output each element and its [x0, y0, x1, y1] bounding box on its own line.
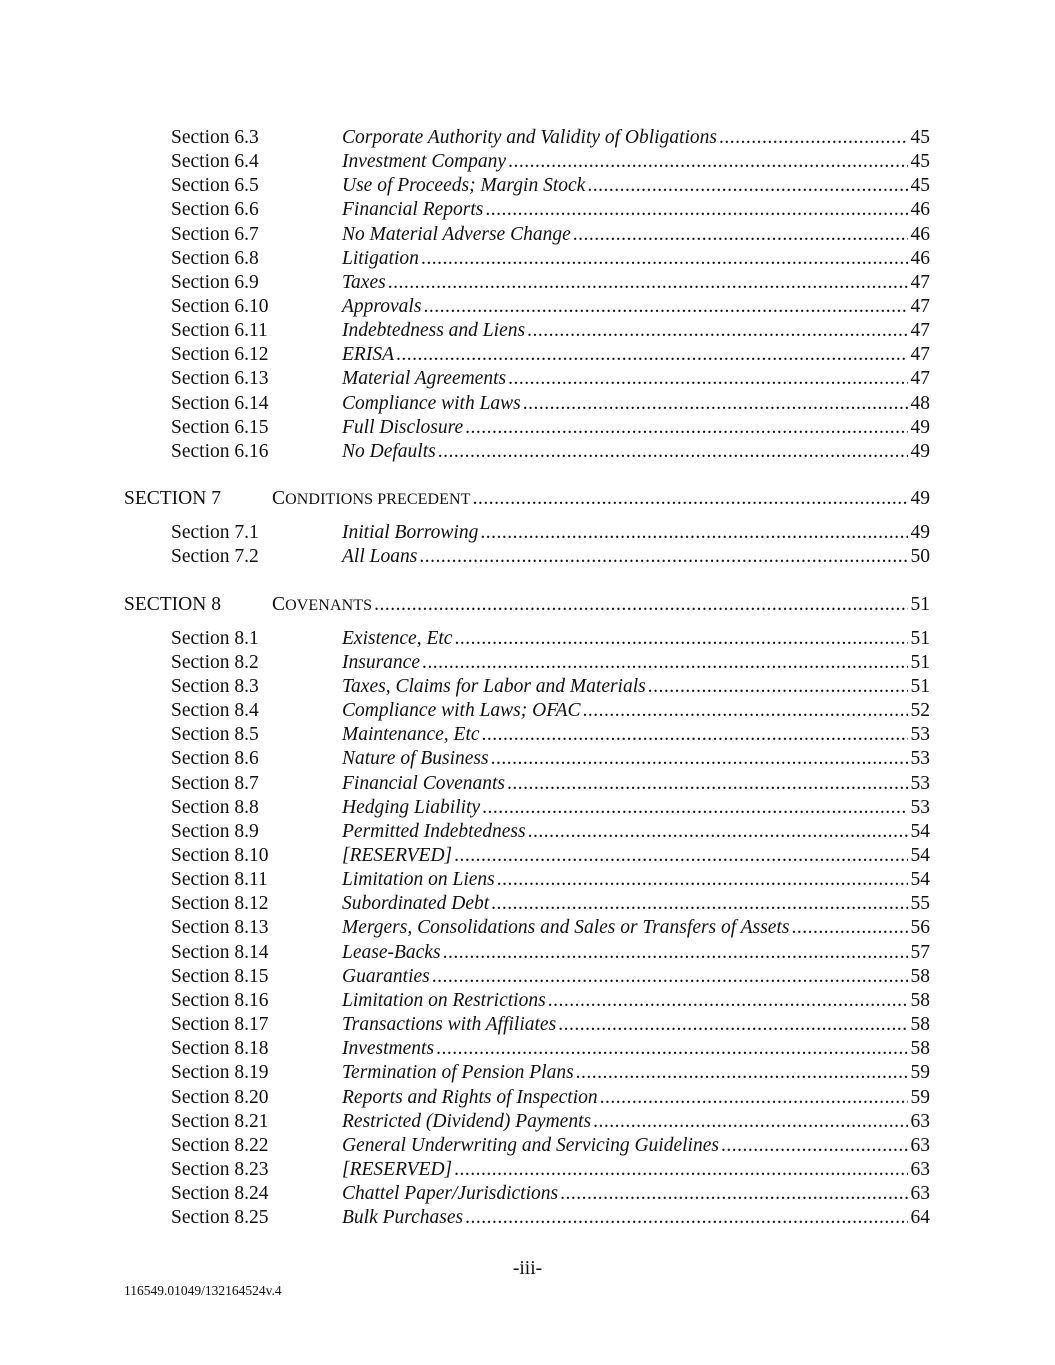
toc-entry: [171, 416, 930, 440]
dot-leader: [482, 796, 907, 820]
toc-entry: [171, 223, 930, 247]
toc-entry: [171, 675, 930, 699]
toc-entry-number: Section 8.21: [171, 1111, 269, 1132]
toc-entry-number: SECTION 7: [124, 488, 221, 509]
dot-leader: [465, 1206, 907, 1230]
toc-section-heading: [124, 487, 930, 511]
toc-entry-number: Section 8.9: [171, 821, 259, 842]
toc-entry-page: 49: [910, 488, 930, 509]
toc-entry: [171, 1206, 930, 1230]
toc-entry: [171, 772, 930, 796]
dot-leader: [438, 440, 908, 464]
toc-entry-page: 54: [910, 845, 930, 866]
toc-entry: [171, 343, 930, 367]
toc-entry-title: Reports and Rights of Inspection: [342, 1087, 598, 1108]
dot-leader: [480, 521, 907, 545]
toc-entry: [171, 989, 930, 1013]
toc-entry-title: Approvals: [342, 296, 422, 317]
toc-entry-title: Nature of Business: [342, 748, 489, 769]
toc-entry-title: Existence, Etc: [342, 628, 453, 649]
toc-entry-title: Investments: [342, 1038, 435, 1059]
dot-leader: [422, 651, 908, 675]
toc-entry-page: 46: [910, 248, 930, 269]
dot-leader: [454, 844, 907, 868]
toc-entry-number: Section 6.6: [171, 199, 259, 220]
toc-entry-number: Section 8.22: [171, 1135, 269, 1156]
toc-entry-number: Section 8.1: [171, 628, 259, 649]
toc-entry-page: 59: [910, 1062, 930, 1083]
toc-heading-rest: ONDITIONS PRECEDENT: [285, 491, 471, 508]
dot-leader: [507, 772, 907, 796]
toc-entry-page: 51: [910, 676, 930, 697]
toc-entry: [171, 941, 930, 965]
dot-leader: [454, 627, 907, 651]
toc-heading-rest: OVENANTS: [285, 597, 373, 614]
toc-entry-title: Hedging Liability: [342, 797, 481, 818]
dot-leader: [419, 545, 907, 569]
toc-entry-page: 47: [910, 320, 930, 341]
dot-leader: [721, 1134, 908, 1158]
dot-leader: [583, 699, 908, 723]
dot-leader: [485, 198, 907, 222]
toc-entry-page: 53: [910, 724, 930, 745]
toc-entry-page: 49: [910, 441, 930, 462]
toc-entry: [171, 1110, 930, 1134]
toc-entry-number: Section 8.8: [171, 797, 259, 818]
toc-entry-number: Section 7.1: [171, 522, 259, 543]
toc-entry-page: 56: [910, 917, 930, 938]
toc-heading-initial: C: [272, 488, 286, 509]
toc-entry-page: 52: [910, 700, 930, 721]
dot-leader: [560, 1182, 907, 1206]
dot-leader: [497, 868, 908, 892]
toc-entry-title: Maintenance, Etc: [342, 724, 480, 745]
toc-entry: [171, 844, 930, 868]
toc-entry: [171, 916, 930, 940]
toc-entry-page: 45: [910, 175, 930, 196]
toc-entry-number: Section 8.7: [171, 773, 259, 794]
toc-entry: [171, 1013, 930, 1037]
toc-entry-title: Permitted Indebtedness: [342, 821, 526, 842]
toc-entry-page: 64: [910, 1207, 930, 1228]
toc-entry-page: 47: [910, 344, 930, 365]
toc-heading-initial: C: [272, 594, 286, 615]
toc-entry-title: Termination of Pension Plans: [342, 1062, 574, 1083]
toc-entry: [171, 198, 930, 222]
toc-entry-number: Section 8.2: [171, 652, 259, 673]
toc-entry-title: General Underwriting and Servicing Guidelines: [342, 1135, 719, 1156]
toc-entry: [171, 150, 930, 174]
toc-entry: [171, 796, 930, 820]
toc-entry: [171, 271, 930, 295]
toc-entry: [171, 965, 930, 989]
toc-entry: [171, 1086, 930, 1110]
dot-leader: [423, 295, 907, 319]
toc-entry-page: 48: [910, 393, 930, 414]
toc-entry-title: Chattel Paper/Jurisdictions: [342, 1183, 559, 1204]
toc-entry-title: Full Disclosure: [342, 417, 464, 438]
toc-entry-page: 55: [910, 893, 930, 914]
dot-leader: [600, 1086, 908, 1110]
toc-entry-title: Lease-Backs: [342, 942, 441, 963]
toc-entry: [171, 126, 930, 150]
toc-entry-page: 63: [910, 1183, 930, 1204]
dot-leader: [593, 1110, 907, 1134]
dot-leader: [443, 941, 908, 965]
toc-entry: [171, 651, 930, 675]
toc-entry: [171, 319, 930, 343]
dot-leader: [558, 1013, 907, 1037]
toc-entry-title: Transactions with Affiliates: [342, 1014, 557, 1035]
toc-entry-title: Indebtedness and Liens: [342, 320, 526, 341]
toc-entry-title: Subordinated Debt: [342, 893, 490, 914]
toc-entry-page: 46: [910, 224, 930, 245]
toc-entry-title: ERISA: [342, 344, 394, 365]
toc-entry: [171, 1182, 930, 1206]
toc-entry-title: No Material Adverse Change: [342, 224, 571, 245]
toc-entry-title: Guaranties: [342, 966, 430, 987]
page-number-label: -iii-: [512, 1258, 543, 1279]
toc-entry-page: 45: [910, 127, 930, 148]
toc-entry-number: Section 8.24: [171, 1183, 269, 1204]
toc-entry-number: Section 8.19: [171, 1062, 269, 1083]
toc-entry-page: 51: [910, 594, 930, 615]
toc-entry-page: 51: [910, 652, 930, 673]
toc-entry-page: 58: [910, 966, 930, 987]
toc-entry-number: Section 8.12: [171, 893, 269, 914]
dot-leader: [432, 965, 908, 989]
toc-entry-number: Section 8.25: [171, 1207, 269, 1228]
dot-leader: [436, 1037, 907, 1061]
toc-entry-number: Section 6.16: [171, 441, 269, 462]
dot-leader: [508, 367, 907, 391]
toc-entry-title: [272, 487, 471, 512]
toc-entry-page: 47: [910, 296, 930, 317]
dot-leader: [587, 174, 907, 198]
toc-entry-title: Corporate Authority and Validity of Obligations: [342, 127, 718, 148]
toc-entry: [171, 892, 930, 916]
toc-entry-title: Bulk Purchases: [342, 1207, 464, 1228]
dot-leader: [648, 675, 908, 699]
toc-entry-page: 47: [910, 272, 930, 293]
toc-entry-number: Section 8.6: [171, 748, 259, 769]
toc-entry-number: Section 6.14: [171, 393, 269, 414]
dot-leader: [573, 223, 908, 247]
toc-entry: [171, 247, 930, 271]
toc-entry-title: [RESERVED]: [342, 1159, 453, 1180]
toc-entry: [171, 868, 930, 892]
toc-entry-title: Taxes: [342, 272, 386, 293]
toc-entry-number: Section 6.8: [171, 248, 259, 269]
toc-entry: [171, 1158, 930, 1182]
toc-entry-number: Section 6.4: [171, 151, 259, 172]
dot-leader: [454, 1158, 907, 1182]
toc-entry-number: Section 8.23: [171, 1159, 269, 1180]
toc-entry-page: 63: [910, 1159, 930, 1180]
dot-leader: [719, 126, 907, 150]
dot-leader: [482, 723, 908, 747]
toc-entry: [171, 174, 930, 198]
toc-entry: [171, 699, 930, 723]
dot-leader: [576, 1061, 908, 1085]
toc-entry: [171, 1134, 930, 1158]
toc-entry-page: 58: [910, 1038, 930, 1059]
toc-entry: [171, 723, 930, 747]
toc-entry-title: Litigation: [342, 248, 419, 269]
toc-entry: [171, 1061, 930, 1085]
toc-entry-title: Use of Proceeds; Margin Stock: [342, 175, 586, 196]
toc-entry-number: SECTION 8: [124, 594, 221, 615]
toc-entry-number: Section 6.12: [171, 344, 269, 365]
toc-entry-page: 54: [910, 821, 930, 842]
toc-entry-number: Section 6.3: [171, 127, 259, 148]
toc-entry-number: Section 6.9: [171, 272, 259, 293]
toc-entry-title: [272, 593, 372, 618]
toc-entry-page: 45: [910, 151, 930, 172]
document-id: 116549.01049/132164524v.4: [124, 1283, 282, 1298]
dot-leader: [791, 916, 907, 940]
toc-entry-number: Section 8.13: [171, 917, 269, 938]
dot-leader: [527, 319, 907, 343]
toc-entry: [171, 1037, 930, 1061]
toc-section-heading: [124, 593, 930, 617]
toc-entry-title: Financial Reports: [342, 199, 484, 220]
toc-entry-page: 57: [910, 942, 930, 963]
dot-leader: [523, 392, 908, 416]
dot-leader: [388, 271, 908, 295]
toc-entry-title: Insurance: [342, 652, 420, 673]
toc-entry: [171, 295, 930, 319]
toc-entry-number: Section 8.20: [171, 1087, 269, 1108]
toc-entry-number: Section 8.18: [171, 1038, 269, 1059]
toc-entry-number: Section 6.11: [171, 320, 268, 341]
toc-entry-number: Section 8.16: [171, 990, 269, 1011]
toc-entry-title: Mergers, Consolidations and Sales or Transfers of Assets: [342, 917, 790, 938]
toc-entry: [171, 545, 930, 569]
toc-entry-page: 46: [910, 199, 930, 220]
toc-entry-title: Material Agreements: [342, 368, 507, 389]
toc-entry-title: Limitation on Liens: [342, 869, 495, 890]
toc-entry: [171, 392, 930, 416]
toc-entry-page: 53: [910, 797, 930, 818]
toc-entry-page: 51: [910, 628, 930, 649]
toc-entry-title: [RESERVED]: [342, 845, 453, 866]
toc-entry-number: Section 6.15: [171, 417, 269, 438]
toc-entry-number: Section 6.13: [171, 368, 269, 389]
toc-entry-page: 50: [910, 546, 930, 567]
toc-entry-page: 58: [910, 1014, 930, 1035]
toc-entry-number: Section 6.10: [171, 296, 269, 317]
toc-entry-page: 54: [910, 869, 930, 890]
dot-leader: [528, 820, 908, 844]
toc-entry-number: Section 8.14: [171, 942, 269, 963]
toc-entry-number: Section 8.10: [171, 845, 269, 866]
toc-entry-title: Taxes, Claims for Labor and Materials: [342, 676, 646, 697]
toc-entry-title: Restricted (Dividend) Payments: [342, 1111, 592, 1132]
dot-leader: [374, 593, 907, 617]
dot-leader: [396, 343, 908, 367]
dot-leader: [548, 989, 908, 1013]
toc-entry: [171, 367, 930, 391]
toc-entry-title: Compliance with Laws: [342, 393, 521, 414]
toc-entry-title: No Defaults: [342, 441, 436, 462]
toc-entry: [171, 521, 930, 545]
toc-entry-title: Financial Covenants: [342, 773, 506, 794]
toc-entry-page: 49: [910, 522, 930, 543]
toc-entry-title: Initial Borrowing: [342, 522, 479, 543]
toc-entry-title: Compliance with Laws; OFAC: [342, 700, 581, 721]
dot-leader: [421, 247, 908, 271]
toc-entry-page: 58: [910, 990, 930, 1011]
toc-entry-title: All Loans: [342, 546, 418, 567]
dot-leader: [491, 892, 907, 916]
toc-entry-number: Section 6.7: [171, 224, 259, 245]
toc-entry-number: Section 6.5: [171, 175, 259, 196]
toc-entry: [171, 627, 930, 651]
toc-entry-title: Limitation on Restrictions: [342, 990, 546, 1011]
toc-entry-page: 49: [910, 417, 930, 438]
toc-entry-page: 47: [910, 368, 930, 389]
toc-entry-page: 63: [910, 1135, 930, 1156]
dot-leader: [473, 487, 908, 511]
toc-entry: [171, 820, 930, 844]
dot-leader: [491, 747, 908, 771]
toc-entry: [171, 440, 930, 464]
toc-entry-page: 59: [910, 1087, 930, 1108]
dot-leader: [508, 150, 907, 174]
toc-entry-number: Section 8.4: [171, 700, 259, 721]
toc-entry-page: 53: [910, 773, 930, 794]
toc-entry-number: Section 8.11: [171, 869, 268, 890]
toc-entry-number: Section 8.17: [171, 1014, 269, 1035]
toc-entry: [171, 747, 930, 771]
toc-entry-page: 63: [910, 1111, 930, 1132]
dot-leader: [465, 416, 907, 440]
toc-entry-number: Section 8.3: [171, 676, 259, 697]
toc-entry-page: 53: [910, 748, 930, 769]
toc-entry-number: Section 8.5: [171, 724, 259, 745]
toc-entry-title: Investment Company: [342, 151, 507, 172]
toc-entry-number: Section 7.2: [171, 546, 259, 567]
toc-entry-number: Section 8.15: [171, 966, 269, 987]
